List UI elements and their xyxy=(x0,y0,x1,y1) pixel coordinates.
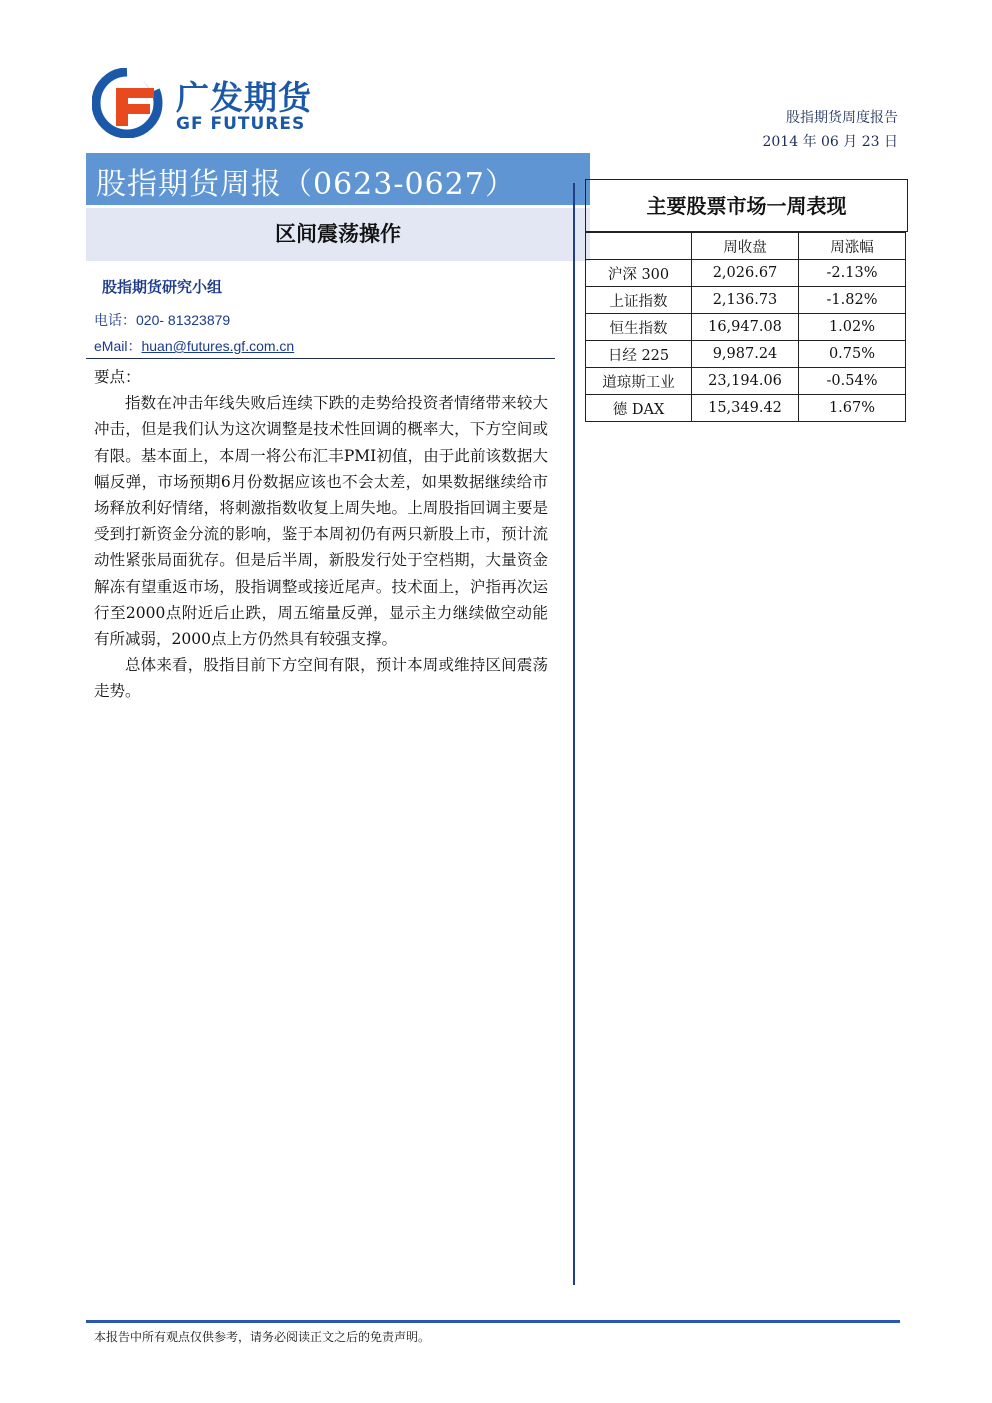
disclaimer-note: 本报告中所有观点仅供参考，请务必阅读正文之后的免责声明。 xyxy=(94,1330,431,1344)
index-name: 沪深 300 xyxy=(586,260,692,287)
report-title: 股指期货周报（0623-0627） xyxy=(96,167,516,202)
weekly-close: 15,349.42 xyxy=(692,395,799,422)
column-divider xyxy=(573,183,575,1285)
table-row xyxy=(586,314,906,341)
phone-label: 电话： xyxy=(94,312,136,328)
author-divider xyxy=(86,358,555,359)
table-header-row xyxy=(586,233,906,260)
weekly-change: -2.13% xyxy=(799,260,906,287)
gf-logo-mark-icon xyxy=(92,68,166,138)
report-type: 股指期货周度报告 xyxy=(786,110,898,126)
subtitle-bar xyxy=(86,208,590,261)
table-row xyxy=(586,260,906,287)
brand-name-cn: 广发期货 xyxy=(176,78,312,117)
index-name: 上证指数 xyxy=(586,287,692,314)
research-group: 股指期货研究小组 xyxy=(102,278,223,296)
title-bar xyxy=(86,153,590,205)
phone-number: 020- 81323879 xyxy=(136,312,231,328)
key-points xyxy=(94,364,548,705)
market-table-title: 主要股票市场一周表现 xyxy=(585,179,908,232)
email-link[interactable]: huan@futures.gf.com.cn xyxy=(141,338,295,354)
email-line xyxy=(94,336,294,356)
weekly-close: 9,987.24 xyxy=(692,341,799,368)
index-name: 日经 225 xyxy=(586,341,692,368)
index-name: 道琼斯工业 xyxy=(586,368,692,395)
footer-divider xyxy=(86,1320,900,1323)
index-name: 德 DAX xyxy=(586,395,692,422)
weekly-close: 16,947.08 xyxy=(692,314,799,341)
table-row xyxy=(586,287,906,314)
report-subtitle: 区间震荡操作 xyxy=(275,222,401,246)
table-header-cell: 周涨幅 xyxy=(799,233,906,260)
brand-name-en: GF FUTURES xyxy=(176,114,306,134)
table-row xyxy=(586,341,906,368)
table-row xyxy=(586,368,906,395)
weekly-change: -0.54% xyxy=(799,368,906,395)
gf-futures-logo xyxy=(92,68,342,138)
weekly-change: 1.02% xyxy=(799,314,906,341)
phone-line xyxy=(94,310,230,330)
weekly-close: 23,194.06 xyxy=(692,368,799,395)
index-name: 恒生指数 xyxy=(586,314,692,341)
table-header-cell xyxy=(586,233,692,260)
report-date: 2014 年 06 月 23 日 xyxy=(762,134,898,150)
market-table xyxy=(585,232,906,422)
weekly-close: 2,026.67 xyxy=(692,260,799,287)
paragraph: 总体来看，股指目前下方空间有限，预计本周或维持区间震荡走势。 xyxy=(94,656,548,701)
table-row xyxy=(586,395,906,422)
paragraph: 指数在冲击年线失败后连续下跌的走势给投资者情绪带来较大冲击，但是我们认为这次调整是技术性回调的概率大，下方空间或有限。基本面上，本周一将公布汇丰PMI初值，由于此前该数据大幅反弹，市场预期6月份数据应该也不会太差，如果数据继续给市场释放利好情绪，将刺激指数收复上周失地。上周股指回调主要是受到打新资金分流的影响，鉴于本周初仍有两只新股上市，预计流动性紧张局面犹存。但是后半周，新股发行处于空档期，大量资金解冻有望重返市场，股指调整或接近尾声。技术面上，沪指再次运行至2000点附近后止跌，周五缩量反弹，显示主力继续做空动能有所减弱，2000点上方仍然具有较强支撑。 xyxy=(94,394,548,649)
table-header-cell: 周收盘 xyxy=(692,233,799,260)
key-points-label: 要点： xyxy=(94,368,141,386)
weekly-change: 0.75% xyxy=(799,341,906,368)
email-label: eMail： xyxy=(94,338,142,354)
weekly-change: 1.67% xyxy=(799,395,906,422)
weekly-change: -1.82% xyxy=(799,287,906,314)
weekly-close: 2,136.73 xyxy=(692,287,799,314)
report-header xyxy=(762,106,898,154)
